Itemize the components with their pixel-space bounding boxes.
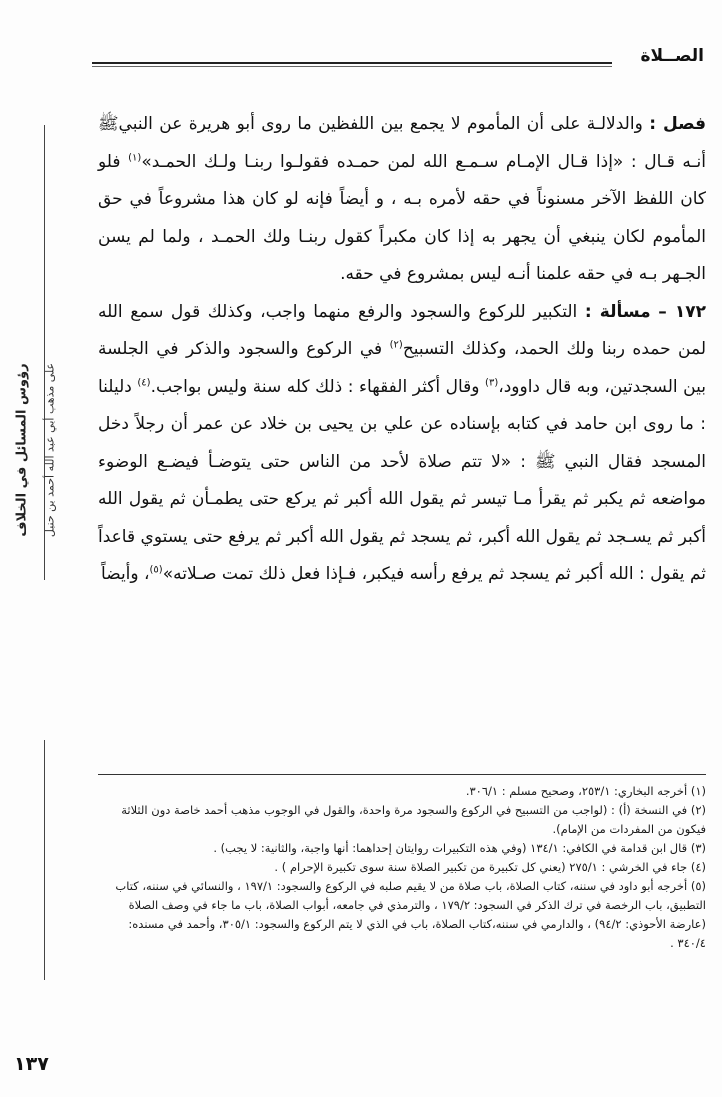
side-book-subtitle: على مذهب أبي عبد الله أحمد بن حنبل [43,362,57,538]
paragraph-text: والدلالـة على أن المأموم لا يجمع بين اللفظين ما روى أبو هريرة عن النبيﷺ أنـه قـال : «إذا قـال الإمـام سـمـع الله لمن حمـده فقولـوا ربنـا ولـك الحمـد» [98,114,706,172]
issue-number: ١٧٢ – [658,301,707,322]
paragraph-text: في الركوع والسجود والذكر في الجلسة بين السجدتين، وبه قال داوود، [98,339,706,397]
footnotes [98,782,706,953]
paragraph-text: دليلنا : ما روى ابن حامد في كتابه بإسناده عن علي بن يحيى بن خلاد عن عمر أن رجلاً دخل المسجد فقال النبي ﷺ : «لا تتم صلاة لأحد من الناس حتى يتوضـأ فيضـع الوضوء مواضعه ثم يكبر ثم يقرأ مـا تيسر ثم يقول الله أكبر ثم يركع حتى يطمـأن ثم يقول الله أكبر ثم يسـجد ثم يقول الله أكبر، ثم يسجد ثم يقول الله أكبر ثم يرفع حتى يستوي قاعداً ثم يقول : الله أكبر ثم يسجد ثم يرفع رأسه فيكبر، فـإذا فعل ذلك تمت صـلاته» [98,376,706,584]
footnote-ref[interactable]: (١) [128,151,142,163]
footnote: (١) أخرجه البخاري: ٢٥٣/١، وصحيح مسلم : ٣٠٦/١. [465,784,706,798]
main-text [98,106,706,594]
footnote-ref[interactable]: (٤) [137,376,151,388]
paragraph-text: فلو كان اللفظ الآخر مسنوناً في حقه لأمره بـه ، و أيضاً فإنه لو كان هذا مشروعاً في حق المأموم لكان ينبغي أن يجهر به إذا كان مكبراً كقول ربنـا ولك الحمـد ، ولما لم يسن الجـهر بـه في حقه علمنا أنـه ليس بمشروع في حقه. [98,151,706,284]
paragraph-text: التكبير للركوع والسجود والرفع منهما واجب، وكذلك قول سمع الله لمن حمده ربنا ولك الحمد، وكذلك التسبيح [98,301,706,359]
footnote: (٢) في النسخة (أ) : (لواجب من التسبيح في الركوع والسجود مرة واحدة، والقول في الوجوب مذهب أحمد خاصة دون الثلاثة فيكون من المفردات من الإمام). [121,803,706,836]
side-rule-lower [44,740,45,980]
paragraph-masala [98,294,706,594]
paragraph-text: وقال أكثر الفقهاء : ذلك كله سنة وليس بواجب. [150,376,486,397]
side-book-title: رؤوس المسائل في الخلاف [14,363,30,537]
footnote-separator [98,774,706,775]
page-header [92,46,704,76]
footnote: (٤) جاء في الخرشي : ٢٧٥/١ (يعني كل تكبيرة من تكبير الصلاة سنة سوى تكبيرة الإحرام ) . [274,860,706,874]
footnote-ref[interactable]: (٥) [149,564,163,576]
paragraph-fasl [98,106,706,294]
paragraph-text: ، وأيضاً [101,564,150,584]
section-label: فصل : [649,114,706,134]
footnote: (٣) قال ابن قدامة في الكافي: ١٣٤/١ (وفي هذه التكبيرات روايتان إحداهما: أنها واجبة، والثانية: لا يجب) . [213,841,706,855]
footnote-ref[interactable]: (٢) [389,339,403,351]
running-title: الصــلاة [640,46,704,66]
footnote-ref[interactable]: (٣) [485,376,499,388]
footnote: (٥) أخرجه أبو داود في سننه، كتاب الصلاة، باب صلاة من لا يقيم صلبه في الركوع والسجود: ١٩٧/١ ، والنسائي في سننه، كتاب التطبيق، باب الرخصة في ترك الذكر في السجود: ١٧٩/٢ ، والترمذي في جامعه، أبواب الصلاة، باب ما جاء في وصف الصلاة (عارضة الأحوذي: ٩٤/٢) ، والدارمي في سننه،كتاب الصلاة، باب في الذي لا يتم الركوع والسجود: ٣٠٥/١، وأحمد في مسنده: ٣٤٠/٤ . [115,879,706,950]
header-rule [92,62,612,67]
issue-label: مسألة : [584,301,651,322]
page-number: ١٣٧ [14,1053,49,1075]
